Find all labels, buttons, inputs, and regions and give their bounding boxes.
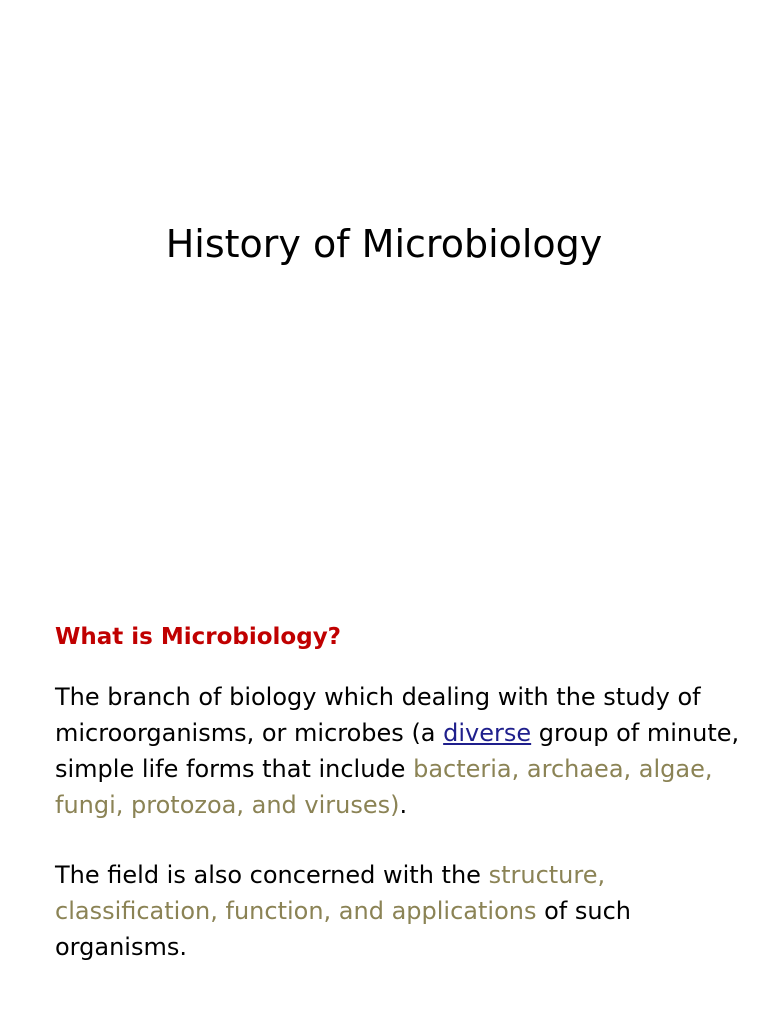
paragraph-text: The field is also concerned with the (55, 861, 489, 889)
paragraph-text: of such organisms. (55, 897, 631, 961)
slide-title: History of Microbiology (165, 222, 603, 266)
paragraph-text: group of minute, simple life forms that include (55, 719, 740, 783)
paragraph-text: . (399, 791, 408, 819)
field-paragraph (55, 857, 745, 965)
paragraph-text: The branch of biology which dealing with the study of microorganisms, or microbes (a (55, 683, 701, 747)
highlighted-text: bacteria, archaea, algae, fungi, protozoa, and viruses) (55, 755, 713, 819)
section-heading: What is Microbiology? (55, 624, 342, 650)
highlighted-text: structure, classification, function, and applications (55, 861, 606, 925)
definition-paragraph (55, 679, 745, 823)
diverse-link[interactable]: diverse (443, 719, 532, 747)
